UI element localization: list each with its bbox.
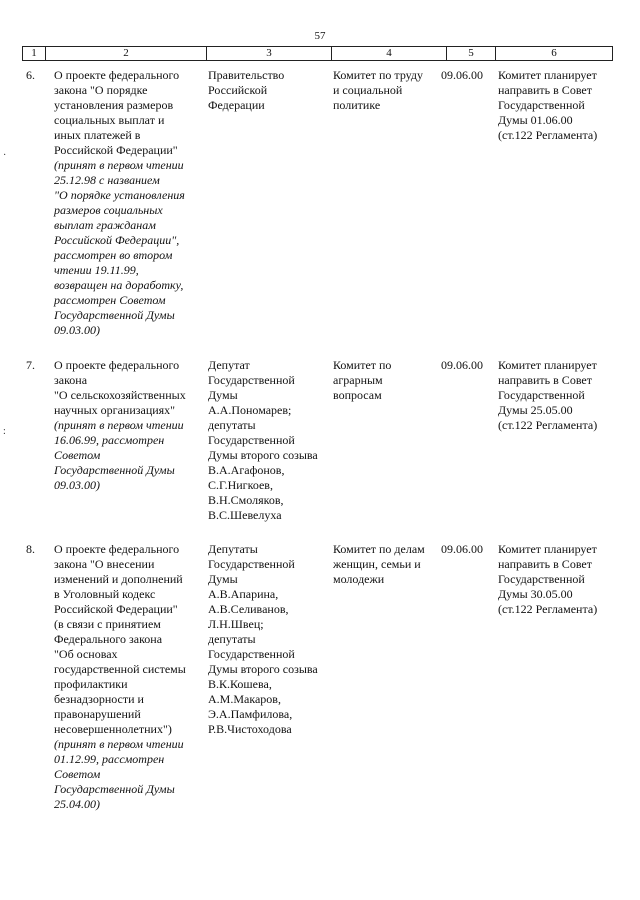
bill-title-line: научных организациях" — [54, 403, 176, 417]
bill-author-line: Думы второго созыва — [208, 448, 318, 462]
column-header-3: 3 — [207, 47, 332, 61]
bill-title — [54, 68, 204, 338]
bill-status-note-line: выплат гражданам — [54, 218, 156, 232]
bill-status-note — [54, 418, 204, 493]
committee-action — [498, 358, 616, 433]
bill-title-line: государственной системы — [54, 662, 186, 676]
responsible-committee-line: Комитет по труду — [333, 68, 424, 82]
bill-author-line: Л.Н.Швец; — [208, 617, 264, 631]
bill-status-note-line: Советом — [54, 448, 101, 462]
bill-author-line: В.А.Агафонов, — [208, 463, 285, 477]
bill-author-line: А.В.Апарина, — [208, 587, 279, 601]
committee-action-line: Комитет планирует — [498, 68, 597, 82]
bill-title-line: безнадзорности и — [54, 692, 144, 706]
bill-status-note-line: "О порядке установления — [54, 188, 185, 202]
responsible-committee-line: и социальной — [333, 83, 403, 97]
bill-author-line: А.М.Макаров, — [208, 692, 281, 706]
responsible-committee — [333, 542, 441, 587]
bill-title-line: закона "О внесении — [54, 557, 155, 571]
consideration-date: 09.06.00 — [441, 542, 483, 556]
bill-author-line: Государственной — [208, 373, 295, 387]
bill-status-note-line: 25.04.00) — [54, 797, 100, 811]
column-header-table — [22, 46, 613, 61]
bill-author-line: депутаты — [208, 632, 256, 646]
bill-title-line: "Об основах — [54, 647, 118, 661]
bill-status-note-line: (принят в первом чтении — [54, 158, 184, 172]
bill-title-line: О проекте федерального — [54, 358, 180, 372]
bill-author — [208, 542, 330, 737]
committee-action-line: направить в Совет — [498, 557, 592, 571]
bill-status-note-line: размеров социальных — [54, 203, 163, 217]
bill-title-line: О проекте федерального — [54, 542, 180, 556]
committee-action — [498, 68, 616, 143]
committee-action-line: направить в Совет — [498, 83, 592, 97]
bill-status-note-line: 09.03.00) — [54, 323, 100, 337]
bill-author-line: Федерации — [208, 98, 265, 112]
column-header-6: 6 — [496, 47, 613, 61]
bill-author-line: Э.А.Памфилова, — [208, 707, 293, 721]
bill-author-line: Государственной — [208, 647, 295, 661]
bill-status-note-line: 25.12.98 с названием — [54, 173, 160, 187]
bill-status-note-line: рассмотрен Советом — [54, 293, 166, 307]
committee-action-line: (ст.122 Регламента) — [498, 418, 598, 432]
committee-action-line: Комитет планирует — [498, 358, 597, 372]
bill-author-line: депутаты — [208, 418, 256, 432]
column-header-1: 1 — [23, 47, 46, 61]
column-header-5: 5 — [447, 47, 496, 61]
responsible-committee-line: аграрным — [333, 373, 383, 387]
responsible-committee-line: женщин, семьи и — [333, 557, 421, 571]
bill-status-note — [54, 737, 204, 812]
row-number: 8. — [26, 542, 35, 556]
bill-title-line: О проекте федерального — [54, 68, 180, 82]
column-header-2: 2 — [46, 47, 207, 61]
bill-author-line: Российской — [208, 83, 268, 97]
bill-title-line: несовершеннолетних") — [54, 722, 172, 736]
bill-status-note-line: 16.06.99, рассмотрен — [54, 433, 165, 447]
bill-status-note-line: Государственной Думы — [54, 782, 175, 796]
bill-status-note-line: Государственной Думы — [54, 308, 175, 322]
bill-author-line: В.К.Кошева, — [208, 677, 272, 691]
bill-author-line: Депутат — [208, 358, 250, 372]
responsible-committee-line: Комитет по — [333, 358, 392, 372]
margin-mark: · — [3, 150, 7, 161]
committee-action — [498, 542, 616, 617]
bill-title-line: социальных выплат и — [54, 113, 165, 127]
row-number: 6. — [26, 68, 35, 82]
bill-status-note-line: 09.03.00) — [54, 478, 100, 492]
responsible-committee-line: политике — [333, 98, 381, 112]
bill-title-line: Федерального закона — [54, 632, 163, 646]
bill-title-line: установления размеров — [54, 98, 174, 112]
committee-action-line: Думы 25.05.00 — [498, 403, 573, 417]
row-number: 7. — [26, 358, 35, 372]
committee-action-line: Думы 30.05.00 — [498, 587, 573, 601]
committee-action-line: Государственной — [498, 572, 585, 586]
bill-status-note-line: Советом — [54, 767, 101, 781]
bill-title — [54, 358, 204, 493]
bill-status-note-line: Российской Федерации", — [54, 233, 180, 247]
bill-title — [54, 542, 204, 812]
bill-author-line: А.А.Пономарев; — [208, 403, 292, 417]
page-number: 57 — [314, 30, 326, 42]
bill-author-line: В.С.Шевелуха — [208, 508, 282, 522]
bill-status-note-line: рассмотрен во втором — [54, 248, 173, 262]
bill-title-line: Российской Федерации" — [54, 602, 178, 616]
consideration-date: 09.06.00 — [441, 358, 483, 372]
bill-author — [208, 358, 330, 523]
committee-action-line: Комитет планирует — [498, 542, 597, 556]
committee-action-line: (ст.122 Регламента) — [498, 602, 598, 616]
bill-title-line: закона — [54, 373, 88, 387]
responsible-committee-line: молодежи — [333, 572, 385, 586]
committee-action-line: Государственной — [498, 98, 585, 112]
bill-status-note-line: 01.12.99, рассмотрен — [54, 752, 165, 766]
bill-author-line: С.Г.Нигкоев, — [208, 478, 273, 492]
bill-title-line: закона "О порядке — [54, 83, 148, 97]
bill-status-note-line: (принят в первом чтении — [54, 737, 184, 751]
bill-author-line: Думы второго созыва — [208, 662, 318, 676]
margin-mark: : — [3, 426, 6, 437]
responsible-committee — [333, 358, 441, 403]
bill-author — [208, 68, 330, 113]
bill-title-line: "О сельскохозяйственных — [54, 388, 186, 402]
committee-action-line: (ст.122 Регламента) — [498, 128, 598, 142]
column-header-4: 4 — [332, 47, 447, 61]
bill-author-line: Правительство — [208, 68, 285, 82]
bill-author-line: Депутаты — [208, 542, 258, 556]
bill-title-line: Российской Федерации" — [54, 143, 178, 157]
committee-action-line: направить в Совет — [498, 373, 592, 387]
bill-author-line: А.В.Селиванов, — [208, 602, 289, 616]
committee-action-line: Думы 01.06.00 — [498, 113, 573, 127]
bill-title-line: правонарушений — [54, 707, 141, 721]
bill-status-note-line: (принят в первом чтении — [54, 418, 184, 432]
responsible-committee — [333, 68, 441, 113]
bill-title-line: иных платежей в — [54, 128, 141, 142]
bill-author-line: Государственной — [208, 557, 295, 571]
bill-title-line: (в связи с принятием — [54, 617, 161, 631]
bill-title-line: изменений и дополнений — [54, 572, 183, 586]
bill-status-note-line: чтении 19.11.99, — [54, 263, 139, 277]
bill-status-note — [54, 158, 204, 338]
responsible-committee-line: Комитет по делам — [333, 542, 425, 556]
bill-title-line: профилактики — [54, 677, 128, 691]
bill-author-line: В.Н.Смоляков, — [208, 493, 284, 507]
bill-author-line: Государственной — [208, 433, 295, 447]
bill-status-note-line: Государственной Думы — [54, 463, 175, 477]
bill-author-line: Думы — [208, 572, 238, 586]
bill-status-note-line: возвращен на доработку, — [54, 278, 184, 292]
responsible-committee-line: вопросам — [333, 388, 382, 402]
bill-author-line: Р.В.Чистоходова — [208, 722, 292, 736]
committee-action-line: Государственной — [498, 388, 585, 402]
bill-title-line: в Уголовный кодекс — [54, 587, 156, 601]
consideration-date: 09.06.00 — [441, 68, 483, 82]
bill-author-line: Думы — [208, 388, 238, 402]
